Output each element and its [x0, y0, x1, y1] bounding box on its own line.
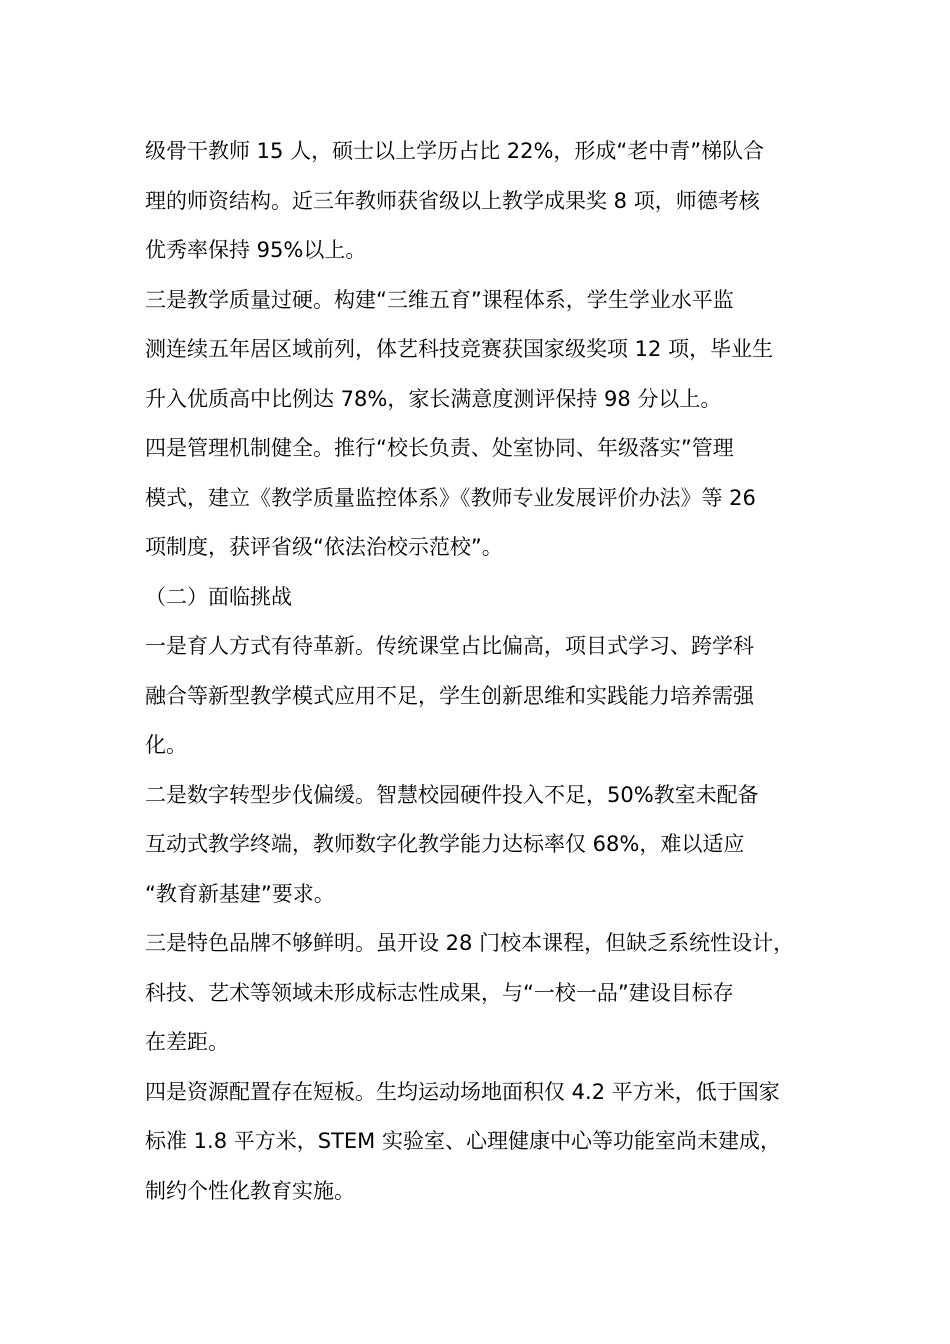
- text-line: 融合等新型教学模式应用不足，学生创新思维和实践能力培养需强: [145, 683, 754, 708]
- text-line: 四是管理机制健全。推行“校长负责、处室协同、年级落实”管理: [145, 436, 734, 460]
- paragraph-challenge-teaching-methods: [145, 622, 825, 771]
- text-line: 项制度，获评省级“依法治校示范校”。: [145, 535, 503, 559]
- text-line: “教育新基建”要求。: [145, 881, 335, 906]
- text-line: 标准 1.8 平方米，STEM 实验室、心理健康中心等功能室尚未建成，: [145, 1129, 781, 1153]
- text-line: 四是资源配置存在短板。生均运动场地面积仅 4.2 平方米，低于国家: [145, 1079, 780, 1104]
- text-line: 互动式教学终端，教师数字化教学能力达标率仅 68%，难以适应: [145, 832, 745, 856]
- text-line: 科技、艺术等领域未形成标志性成果，与“一校一品”建设目标存: [145, 980, 734, 1005]
- text-line: 一是育人方式有待革新。传统课堂占比偏高，项目式学习、跨学科: [145, 634, 754, 658]
- text-line: 在差距。: [145, 1030, 229, 1054]
- paragraph-challenge-resources: [145, 1068, 825, 1217]
- paragraph-challenge-digital: [145, 771, 825, 920]
- paragraph-management: [145, 424, 825, 573]
- text-line: 二是数字转型步伐偏缓。智慧校园硬件投入不足，50%教室未配备: [145, 782, 759, 807]
- paragraph-teaching-quality: [145, 276, 825, 425]
- text-line: 优秀率保持 95%以上。: [145, 238, 367, 262]
- text-line: 理的师资结构。近三年教师获省级以上教学成果奖 8 项，师德考核: [145, 188, 760, 213]
- paragraph-teachers-continued: [145, 127, 825, 276]
- heading-text: （二）面临挑战: [145, 584, 292, 609]
- text-line: 化。: [145, 733, 187, 757]
- text-line: 三是教学质量过硬。构建“三维五育”课程体系，学生学业水平监: [145, 287, 734, 312]
- text-line: 测连续五年居区域前列，体艺科技竞赛获国家级奖项 12 项，毕业生: [145, 337, 774, 361]
- text-line: 级骨干教师 15 人，硕士以上学历占比 22%，形成“老中青”梯队合: [145, 139, 765, 163]
- document-page: [145, 127, 825, 1216]
- text-line: 三是特色品牌不够鲜明。虽开设 28 门校本课程，但缺乏系统性设计，: [145, 931, 795, 955]
- text-line: 升入优质高中比例达 78%，家长满意度测评保持 98 分以上。: [145, 386, 722, 411]
- text-line: 模式，建立《教学质量监控体系》《教师专业发展评价办法》等 26: [145, 485, 756, 510]
- section-heading-challenges: [145, 573, 825, 623]
- paragraph-challenge-brand: [145, 919, 825, 1068]
- text-line: 制约个性化教育实施。: [145, 1178, 355, 1203]
